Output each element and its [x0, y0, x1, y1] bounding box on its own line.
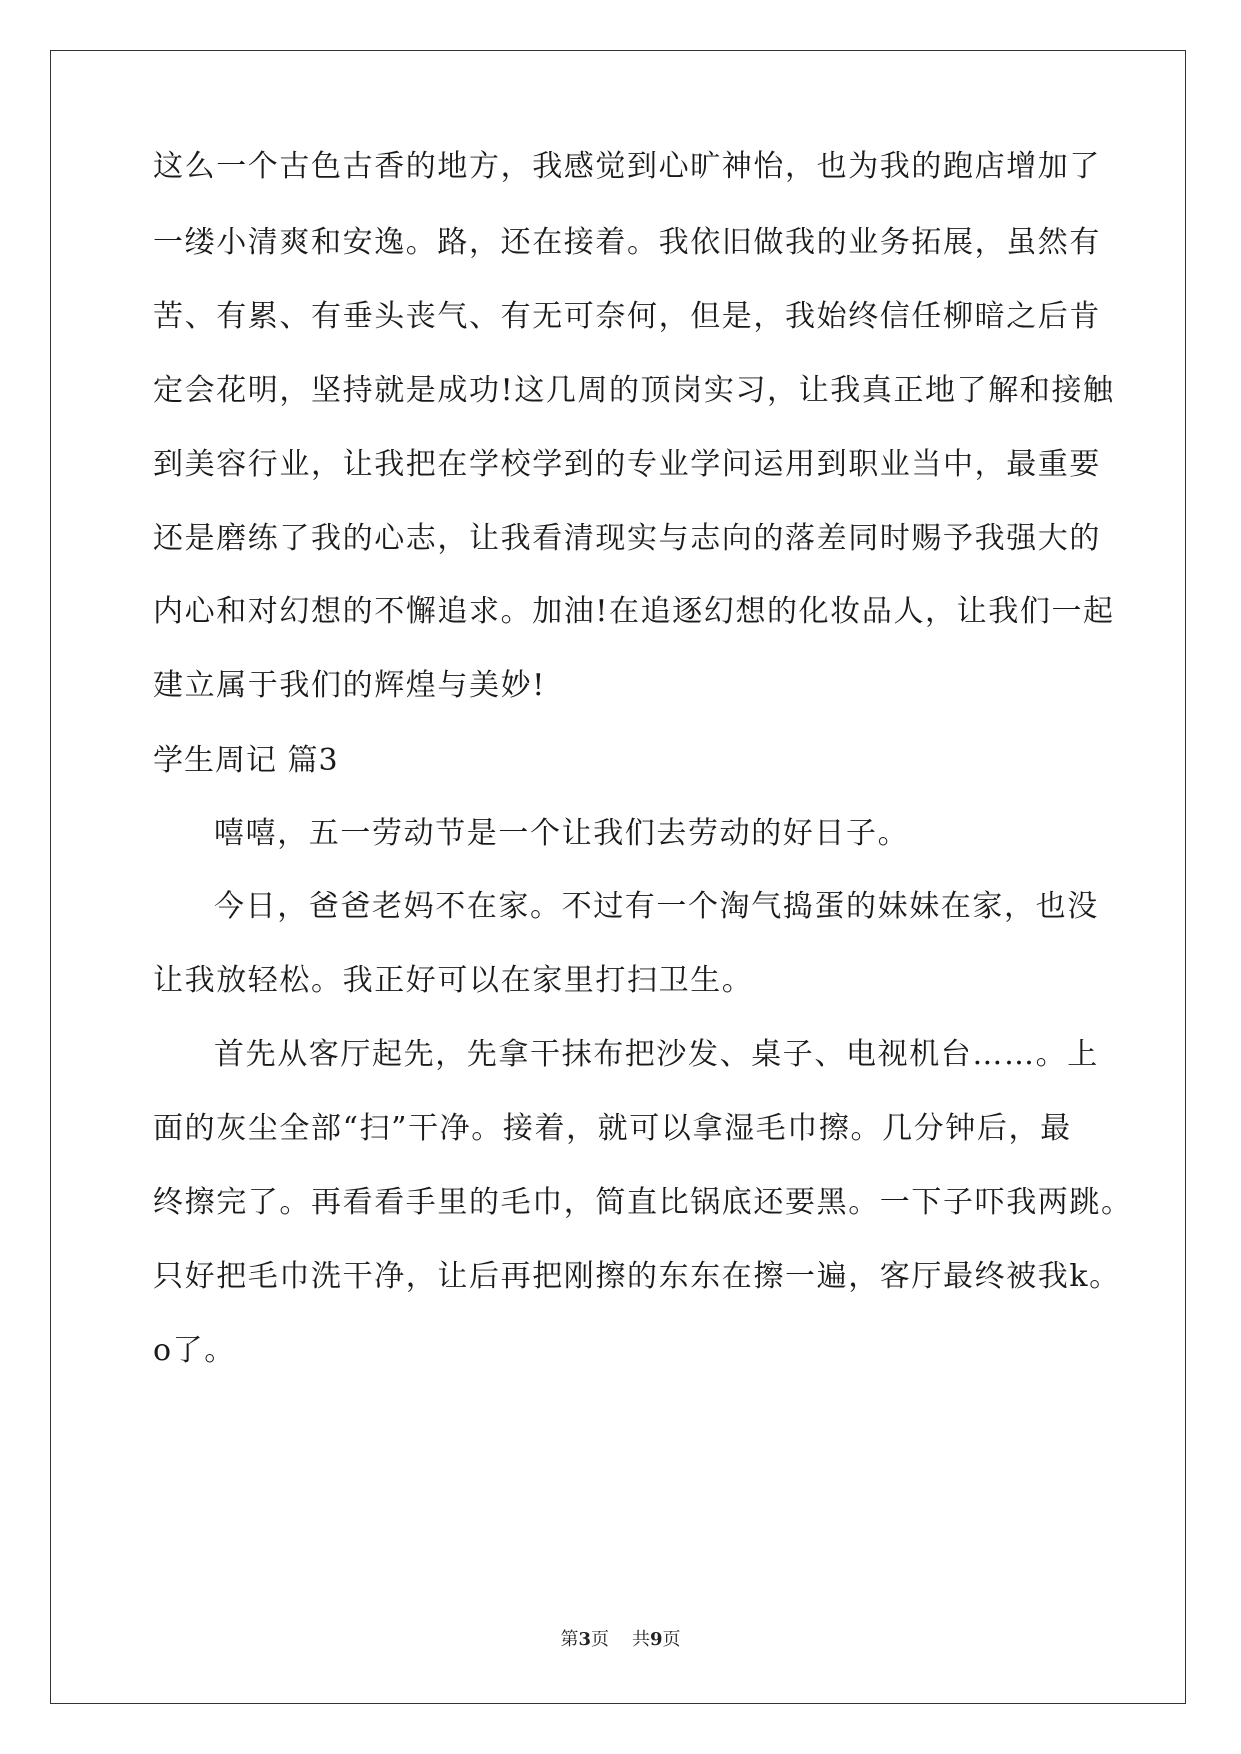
text-line: o了。 — [153, 1333, 236, 1368]
text-line: 面的灰尘全部“扫”干净。接着，就可以拿湿毛巾擦。几分钟后，最 — [153, 1111, 1072, 1146]
section-heading: 学生周记 篇3 — [153, 743, 339, 778]
total-suffix: 页 — [662, 1629, 681, 1650]
page-suffix: 页 — [591, 1629, 610, 1650]
text-line: 让我放轻松。我正好可以在家里打扫卫生。 — [153, 963, 754, 998]
text-line: 这么一个古色古香的地方，我感觉到心旷神怡，也为我的跑店增加了 — [153, 149, 1101, 184]
text-line: 嘻嘻，五一劳动节是一个让我们去劳动的好日子。 — [214, 816, 910, 851]
text-line: 内心和对幻想的不懈追求。加油!在追逐幻想的化妆品人，让我们一起 — [153, 594, 1115, 629]
text-line: 建立属于我们的辉煌与美妙! — [153, 668, 546, 703]
text-line: 到美容行业，让我把在学校学到的专业学问运用到职业当中，最重要 — [153, 447, 1101, 482]
text-line: 苦、有累、有垂头丧气、有无可奈何，但是，我始终信任柳暗之后肯 — [153, 299, 1101, 334]
page-footer — [0, 1628, 1241, 1652]
current-page-number: 3 — [578, 1629, 592, 1650]
text-line: 首先从客厅起先，先拿干抹布把沙发、桌子、电视机台……。上 — [214, 1037, 1099, 1072]
text-line: 终擦完了。再看看手里的毛巾，简直比锅底还要黑。一下子吓我两跳。 — [153, 1185, 1133, 1220]
total-prefix: 共 — [631, 1629, 650, 1650]
text-line: 今日，爸爸老妈不在家。不过有一个淘气捣蛋的妹妹在家，也没 — [214, 889, 1099, 924]
page-prefix: 第 — [560, 1629, 579, 1650]
text-line: 只好把毛巾洗干净，让后再把刚擦的东东在擦一遍，客厅最终被我k。 — [153, 1259, 1121, 1294]
text-line: 还是磨练了我的心志，让我看清现实与志向的落差同时赐予我强大的 — [153, 521, 1101, 556]
total-pages-number: 9 — [649, 1629, 663, 1650]
text-line: 一缕小清爽和安逸。路，还在接着。我依旧做我的业务拓展，虽然有 — [153, 225, 1101, 260]
text-line: 定会花明，坚持就是成功!这几周的顶岗实习，让我真正地了解和接触 — [153, 373, 1115, 408]
